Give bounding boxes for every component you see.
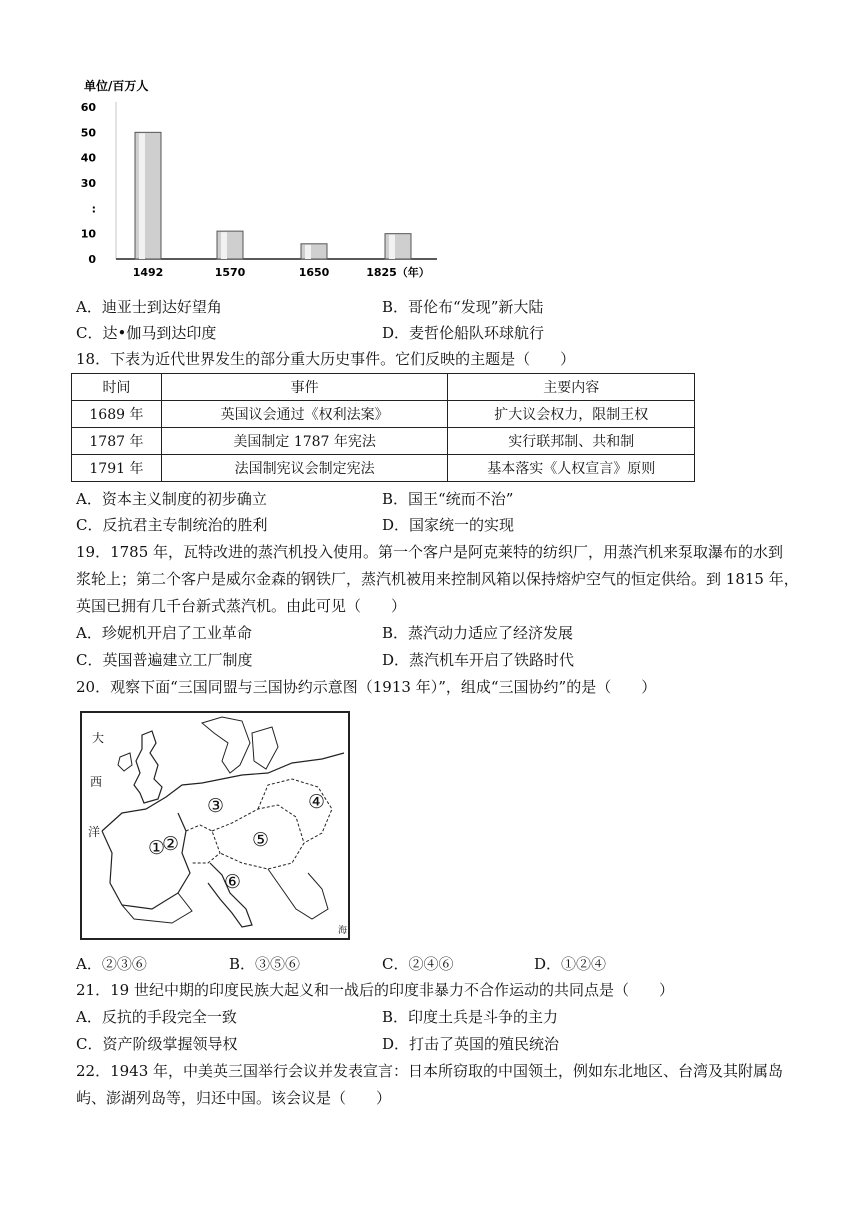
y-tick-label: 0 <box>88 253 96 266</box>
q21-option-b[interactable]: B．印度土兵是斗争的主力 <box>382 1008 559 1026</box>
q21-option-d[interactable]: D．打击了英国的殖民统治 <box>382 1035 560 1053</box>
table-header-row <box>72 374 695 401</box>
q20-option-b[interactable]: B．③⑤⑥ <box>229 955 301 973</box>
table-header-time: 时间 <box>72 374 162 401</box>
y-tick-label: 10 <box>80 227 96 241</box>
map-label-2: ② <box>162 833 180 855</box>
q19-option-d[interactable]: D．蒸汽机车开启了铁路时代 <box>382 651 575 669</box>
q18-option-c[interactable]: C．反抗君主专制统治的胜利 <box>76 516 268 534</box>
q21-stem: 21．19 世纪中期的印度民族大起义和一战后的印度非暴力不合作运动的共同点是（ ） <box>76 981 674 999</box>
q20-option-d[interactable]: D．①②④ <box>534 955 607 973</box>
q19-option-a[interactable]: A．珍妮机开启了工业革命 <box>76 624 252 642</box>
q22-stem-line-1: 22．1943 年，中美英三国举行会议并发表宣言：日本所窃取的中国领土，例如东北地区、台湾及其附属岛 <box>76 1062 784 1080</box>
y-tick-label: 60 <box>80 101 96 114</box>
table-row <box>72 401 695 428</box>
q19-stem-line-3: 英国已拥有几千台新式蒸汽机。由此可见（ ） <box>76 597 407 615</box>
map-text: 西 <box>90 775 103 789</box>
bars <box>135 132 411 259</box>
bar <box>217 231 243 259</box>
y-tick-label: 40 <box>80 151 96 165</box>
y-tick-label: 30 <box>80 177 96 190</box>
bar <box>301 244 327 259</box>
map-label-4: ④ <box>308 791 326 813</box>
x-tick-label: 1492 <box>132 266 164 279</box>
table-cell: 1791 年 <box>72 455 162 482</box>
q19-option-c[interactable]: C．英国普遍建立工厂制度 <box>76 651 253 669</box>
q18-option-b[interactable]: B．国王“统而不治” <box>382 490 514 508</box>
table-cell: 扩大议会权力，限制王权 <box>448 401 695 428</box>
q21-option-a[interactable]: A．反抗的手段完全一致 <box>76 1008 237 1026</box>
q19-stem-line-2: 浆轮上；第二个客户是威尔金森的钢铁厂，蒸汽机被用来控制风箱以保持熔炉空气的恒定供给。到 1815 年， <box>76 570 799 588</box>
q17-option-a[interactable]: A．迪亚士到达好望角 <box>76 298 222 316</box>
q17-option-d[interactable]: D．麦哲伦船队环球航行 <box>382 324 545 342</box>
chart-ylabel: 单位/百万人 <box>84 79 149 93</box>
table-cell: 美国制定 1787 年宪法 <box>161 428 448 455</box>
bar-highlight <box>139 133 145 259</box>
y-tick-label: 50 <box>80 126 96 140</box>
table-header-event: 事件 <box>161 374 448 401</box>
q19-stem-line-1: 19．1785 年，瓦特改进的蒸汽机投入使用。第一个客户是阿克莱特的纺织厂，用蒸汽机来泵取瀑布的水到 <box>76 543 784 561</box>
q18-option-a[interactable]: A．资本主义制度的初步确立 <box>76 490 267 508</box>
map-outline <box>82 713 348 938</box>
table-cell: 1787 年 <box>72 428 162 455</box>
map-label-3: ③ <box>207 795 225 817</box>
events-table <box>71 373 695 482</box>
table-row <box>72 428 695 455</box>
q20-option-a[interactable]: A．②③⑥ <box>76 955 147 973</box>
table-cell: 实行联邦制、共和制 <box>448 428 695 455</box>
x-tick-label: 1650 <box>298 266 330 279</box>
table-header-content: 主要内容 <box>448 374 695 401</box>
q17-option-c[interactable]: C．达•伽马到达印度 <box>76 324 217 342</box>
map-label-1: ① <box>148 837 166 859</box>
y-tick-label: : <box>91 202 96 216</box>
q17-option-b[interactable]: B．哥伦布“发现”新大陆 <box>382 298 544 316</box>
table-cell: 法国制宪议会制定宪法 <box>161 455 448 482</box>
bar-highlight <box>305 245 311 259</box>
table-cell: 基本落实《人权宣言》原则 <box>448 455 695 482</box>
table-cell: 1689 年 <box>72 401 162 428</box>
x-tick-label: 1825（年） <box>366 266 430 279</box>
q21-option-c[interactable]: C．资产阶级掌握领导权 <box>76 1035 238 1053</box>
map-label-6: ⑥ <box>224 871 242 893</box>
q20-stem: 20．观察下面“三国同盟与三国协约示意图（1913 年）”，组成“三国协约”的是（ ） <box>76 678 657 696</box>
europe-alliance-map <box>80 711 350 940</box>
q18-option-d[interactable]: D．国家统一的实现 <box>382 516 515 534</box>
bar-highlight <box>221 232 227 259</box>
table-row <box>72 455 695 482</box>
population-bar-chart <box>72 76 452 281</box>
x-tick-labels <box>133 265 430 279</box>
map-text: 海 <box>338 926 348 936</box>
q19-option-b[interactable]: B．蒸汽动力适应了经济发展 <box>382 624 574 642</box>
bar <box>135 132 161 259</box>
table-cell: 英国议会通过《权利法案》 <box>161 401 448 428</box>
q18-stem: 18．下表为近代世界发生的部分重大历史事件。它们反映的主题是（ ） <box>76 350 576 368</box>
q22-stem-line-2: 屿、澎湖列岛等，归还中国。该会议是（ ） <box>76 1089 392 1107</box>
map-label-5: ⑤ <box>252 829 270 851</box>
bar <box>385 234 411 259</box>
y-tick-labels <box>81 101 97 266</box>
q20-option-c[interactable]: C．②④⑥ <box>382 955 454 973</box>
x-tick-label: 1570 <box>214 266 246 279</box>
bar-highlight <box>389 235 395 259</box>
map-text: 大 <box>92 731 105 745</box>
map-text: 洋 <box>88 825 101 839</box>
